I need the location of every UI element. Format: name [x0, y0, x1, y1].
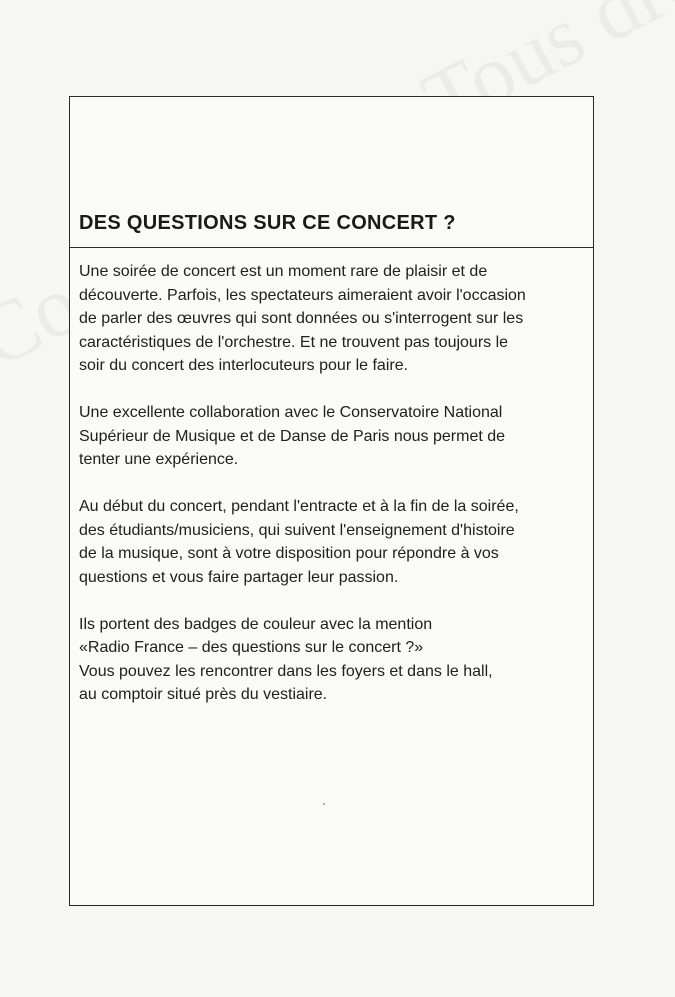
- text-line: caractéristiques de l'orchestre. Et ne trouvent pas toujours le: [79, 333, 509, 351]
- text-line: de la musique, sont à votre disposition pour répondre à vos: [79, 545, 499, 562]
- text-line: questions et vous faire partager leur passion.: [79, 568, 399, 586]
- text-line: Une excellente collaboration avec le Conservatoire National: [79, 404, 503, 421]
- text-line: découverte. Parfois, les spectateurs aimeraient avoir l'occasion: [79, 286, 526, 304]
- title-divider: [70, 247, 593, 248]
- text-line: au comptoir situé près du vestiaire.: [79, 686, 328, 703]
- paragraph-students: [79, 495, 591, 589]
- text-line: Ils portent des badges de couleur avec la mention: [79, 615, 433, 633]
- paragraph-badges: [79, 613, 591, 707]
- text-line: Au début du concert, pendant l'entracte et à la fin de la soirée,: [79, 498, 519, 515]
- text-line: Supérieur de Musique et de Danse de Paris nous permet de: [79, 427, 506, 445]
- section-title: DES QUESTIONS SUR CE CONCERT ?: [79, 212, 456, 234]
- info-box: [69, 96, 594, 906]
- paragraph-intro: [79, 260, 591, 378]
- text-line: de parler des œuvres qui sont données ou s'interrogent sur les: [79, 310, 524, 327]
- body-text: [79, 260, 591, 730]
- paragraph-collaboration: [79, 401, 591, 472]
- speck: [323, 803, 325, 805]
- text-line: tenter une expérience.: [79, 451, 239, 468]
- text-line: Une soirée de concert est un moment rare de plaisir et de: [79, 263, 488, 280]
- text-line: Vous pouvez les rencontrer dans les foyers et dans le hall,: [79, 662, 493, 680]
- text-line: «Radio France – des questions sur le concert ?»: [79, 639, 424, 656]
- text-line: des étudiants/musiciens, qui suivent l'enseignement d'histoire: [79, 521, 515, 539]
- text-line: soir du concert des interlocuteurs pour le faire.: [79, 357, 409, 374]
